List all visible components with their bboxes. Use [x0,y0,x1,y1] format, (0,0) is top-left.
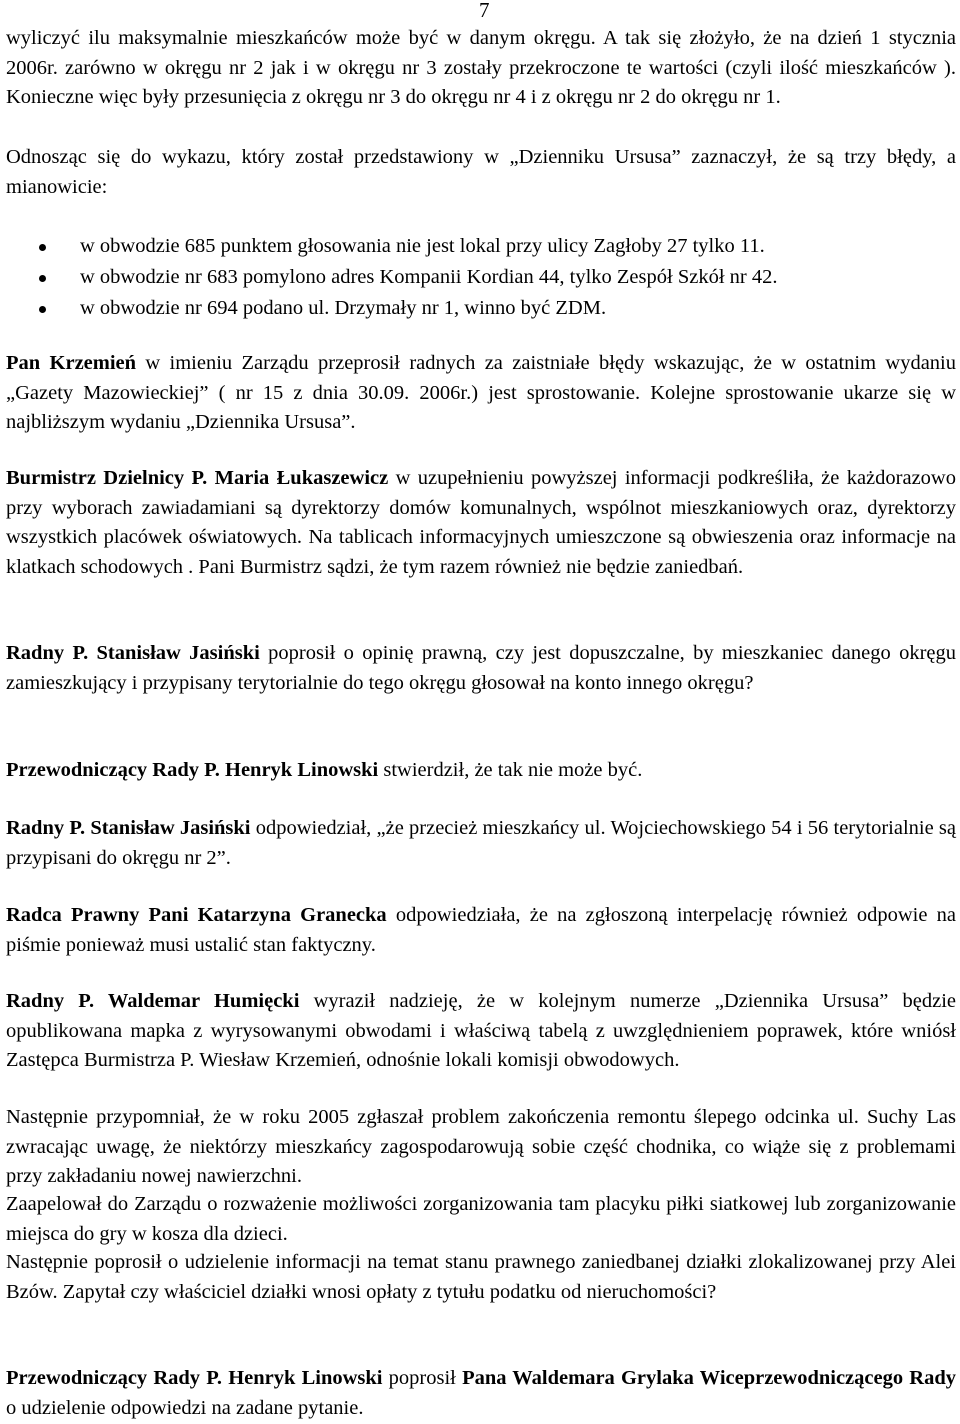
speaker-name: Burmistrz Dzielnicy P. Maria Łukaszewicz [6,467,389,489]
paragraph-humiecki: Radny P. Waldemar Humięcki wyraził nadzieję, że w kolejnym numerze „Dziennika Ursusa” będzie opublikowana mapka z wyrysowanymi obwodami i właściwą tabelą z uwzględnieniem poprawek, które wniósł Zastępca Burmistrza P. Wiesław Krzemień, odnośnie lokali komisji obwodowych. [6,990,956,1071]
speaker-name: Radny P. Stanisław Jasiński [6,817,251,839]
page-number: 7 [479,0,490,22]
list-item: w obwodzie nr 683 pomylono adres Kompanii Kordian 44, tylko Zespół Szkół nr 42. [6,262,956,293]
paragraph-krzemien: Pan Krzemień w imieniu Zarządu przeprosił radnych za zaistniałe błędy wskazując, że w ostatnim wydaniu „Gazety Mazowieckiej” ( nr 15 z dnia 30.09. 2006r.) jest sprostowanie. Kolejne sprostowanie ukarze się w najbliższym wydaniu „Dziennika Ursusa”. [6,352,956,433]
paragraph-suchy-las: Następnie przypomniał, że w roku 2005 zgłaszał problem zakończenia remontu ślepego odcinka ul. Suchy Las zwracając uwagę, że niektórzy mieszkańcy zagospodarowują sobie część chodnika, co wiąże się z problemami przy zakładaniu nowej nawierzchni. [6,1106,956,1187]
speaker-name: Radny P. Waldemar Humięcki [6,990,300,1012]
speaker-name: Przewodniczący Rady P. Henryk Linowski [6,1367,383,1389]
bullet-icon [39,275,46,282]
paragraph-jasinski-question: Radny P. Stanisław Jasiński poprosił o opinię prawną, czy jest dopuszczalne, by mieszkaniec danego okręgu zamieszkujący i przypisany terytorialnie do tego okręgu głosował na konto innego okręgu? [6,642,957,694]
speaker-name: Radca Prawny Pani Katarzyna Granecka [6,904,387,926]
speaker-name: Radny P. Stanisław Jasiński [6,642,260,664]
paragraph-lukaszewicz: Burmistrz Dzielnicy P. Maria Łukaszewicz w uzupełnieniu powyższej informacji podkreśliła, że każdorazowo przy wyborach zawiadamiani są dyrektorzy domów komunalnych, wspólnot mieszkaniowych oraz, dyrektorzy wszystkich placówek oświatowych. Na tablicach informacyjnych umieszczone są obwieszenia oraz informacje na klatkach schodowych . Pani Burmistrz sądzi, że tym razem również nie będzie zaniedbań. [6,467,956,578]
paragraph-districts: wyliczyć ilu maksymalnie mieszkańców może być w danym okręgu. A tak się złożyło, że na dzień 1 stycznia 2006r. zarówno w okręgu nr 2 jak i w okręgu nr 3 zostały przekroczone te wartości (czyli ilość mieszkańców ). Konieczne więc były przesunięcia z okręgu nr 3 do okręgu nr 4 i z okręgu nr 2 do okręgu nr 1. [6,27,956,108]
list-item: w obwodzie nr 694 podano ul. Drzymały nr 1, winno być ZDM. [6,293,956,324]
paragraph-linowski-reply: Przewodniczący Rady P. Henryk Linowski stwierdził, że tak nie może być. [6,759,643,781]
bullet-icon [39,306,46,313]
paragraph-volleyball: Zaapelował do Zarządu o rozważenie możliwości zorganizowania tam placyku piłki siatkowej lub zorganizowanie miejsca do gry w kosza dla dzieci. [6,1193,956,1245]
speaker-name: Przewodniczący Rady P. Henryk Linowski [6,759,379,781]
paragraph-linowski-request: Przewodniczący Rady P. Henryk Linowski poprosił Pana Waldemara Grylaka Wiceprzewodniczącego Rady o udzielenie odpowiedzi na zadane pytanie. [6,1367,956,1419]
paragraph-aleja-bzow: Następnie poprosił o udzielenie informacji na temat stanu prawnego zaniedbanej działki zlokalizowanej przy Alei Bzów. Zapytał czy właściciel działki wnosi opłaty z tytułu podatku od nieruchomości? [6,1251,956,1303]
paragraph-jasinski-reply: Radny P. Stanisław Jasiński odpowiedział, „że przecież mieszkańcy ul. Wojciechowskiego 54 i 56 terytorialnie są przypisani do okręgu nr 2”. [6,817,956,869]
paragraph-granecka: Radca Prawny Pani Katarzyna Granecka odpowiedziała, że na zgłoszoną interpelację również odpowie na piśmie ponieważ musi ustalić stan faktyczny. [6,904,956,956]
speaker-name: Pan Krzemień [6,352,137,374]
errors-list [6,231,956,324]
paragraph-errors-intro: Odnosząc się do wykazu, który został przedstawiony w „Dzienniku Ursusa” zaznaczył, że są trzy błędy, a mianowicie: [6,146,956,198]
list-item: w obwodzie 685 punktem głosowania nie jest lokal przy ulicy Zagłoby 27 tylko 11. [6,231,956,262]
bullet-icon [39,244,46,251]
addressee-name: Pana Waldemara Grylaka Wiceprzewodniczącego Rady [462,1367,956,1389]
